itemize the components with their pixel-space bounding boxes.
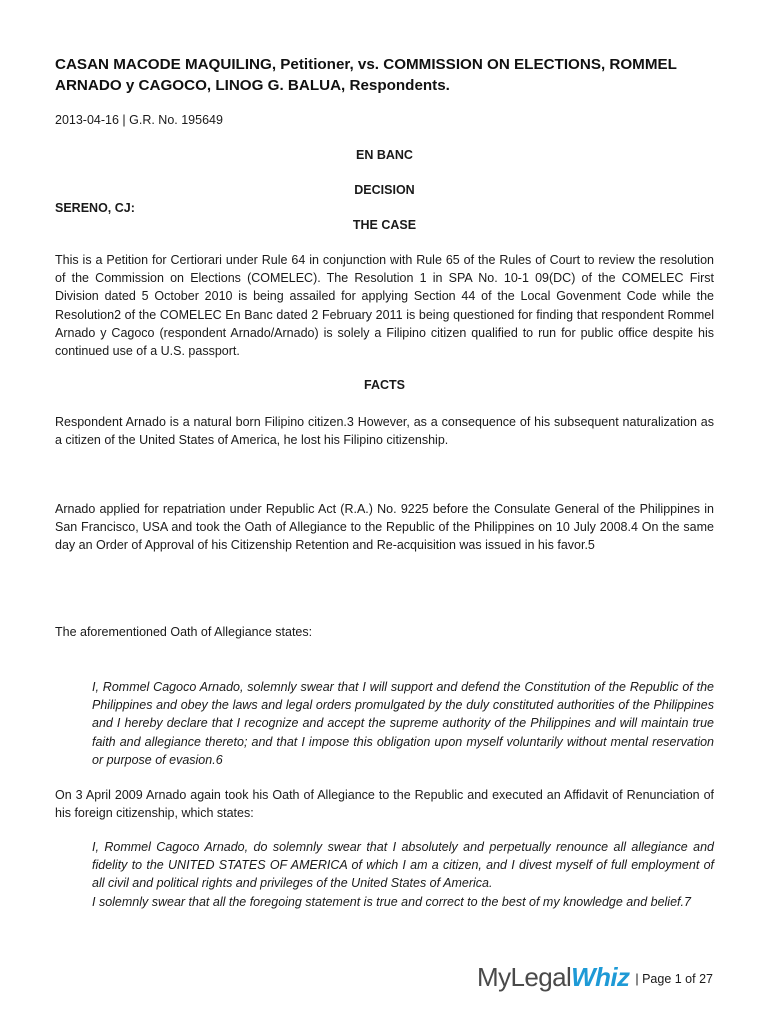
page-number-label: | Page 1 of 27	[635, 972, 713, 986]
facts-heading: FACTS	[364, 378, 405, 392]
affidavit-quote-text-1: I, Rommel Cagoco Arnado, do solemnly swear that I absolutely and perpetually renounce all allegiance and fidelity to the UNITED STATES OF AMERICA of which I am a citizen, and I divest myself of full employment of all civil and political rights and privileges of the United States of America.	[92, 840, 714, 891]
logo-text-mylegal: MyLegal	[477, 962, 572, 992]
affidavit-quote-text-2: I solemnly swear that all the foregoing statement is true and correct to the best of my knowledge and belief.7	[92, 894, 691, 909]
facts-paragraph-1: Respondent Arnado is a natural born Filipino citizen.3 However, as a consequence of his subsequent naturalization as a citizen of the United States of America, he lost his Filipino citizenship.	[55, 415, 714, 448]
document-page	[55, 0, 714, 1024]
affidavit-intro-paragraph: On 3 April 2009 Arnado again took his Oath of Allegiance to the Republic and executed an Affidavit of Renunciation of his foreign citizenship, which states:	[55, 788, 714, 821]
case-date-and-number: 2013-04-16 | G.R. No. 195649	[55, 113, 223, 127]
logo-text-whiz: Whiz	[571, 962, 630, 992]
en-banc-heading: EN BANC	[356, 148, 413, 162]
facts-paragraph-2: Arnado applied for repatriation under Republic Act (R.A.) No. 9225 before the Consulate General of the Philippines in San Francisco, USA and took the Oath of Allegiance to the Republic of the Philippines on 10 July 2008.4 On the same day an Order of Approval of his Citizenship Retention and Re-acquisition was issued in his favor.5	[55, 502, 714, 553]
mylegalwhiz-logo	[477, 962, 629, 992]
oath-quote	[92, 678, 714, 769]
the-case-paragraph: This is a Petition for Certiorari under Rule 64 in conjunction with Rule 65 of the Rules of Court to review the resolution of the Commission on Elections (COMELEC). The Resolution 1 in SPA No. 10-1 09(DC) of the COMELEC First Division dated 5 October 2010 is being assailed for applying Section 44 of the Local Govenment Code while the Resolution2 of the COMELEC En Banc dated 2 February 2011 is being questioned for finding that respondent Rommel Arnado y Cagoco (respondent Arnado/Arnado) is solely a Filipino citizen qualified to run for public office despite his continued use of a U.S. passport.	[55, 253, 714, 359]
page-footer	[477, 962, 713, 992]
ponente-label: SERENO, CJ:	[55, 201, 135, 215]
oath-quote-text: I, Rommel Cagoco Arnado, solemnly swear that I will support and defend the Constitution of the Republic of the Philippines and obey the laws and legal orders promulgated by the duly constituted authorities of the Philippines and I hereby declare that I recognize and accept the supreme authority of the Philippines and will maintain true faith and allegiance thereto; and that I impose this obligation upon myself voluntarily without mental reservation or purpose of evasion.6	[92, 680, 714, 767]
the-case-heading: THE CASE	[352, 218, 417, 232]
decision-heading: DECISION	[354, 183, 415, 197]
oath-intro-paragraph: The aforementioned Oath of Allegiance states:	[55, 625, 313, 639]
affidavit-quote	[92, 838, 714, 911]
case-title: CASAN MACODE MAQUILING, Petitioner, vs. COMMISSION ON ELECTIONS, ROMMEL ARNADO y CAGOCO, LINOG G. BALUA, Respondents.	[55, 56, 677, 94]
